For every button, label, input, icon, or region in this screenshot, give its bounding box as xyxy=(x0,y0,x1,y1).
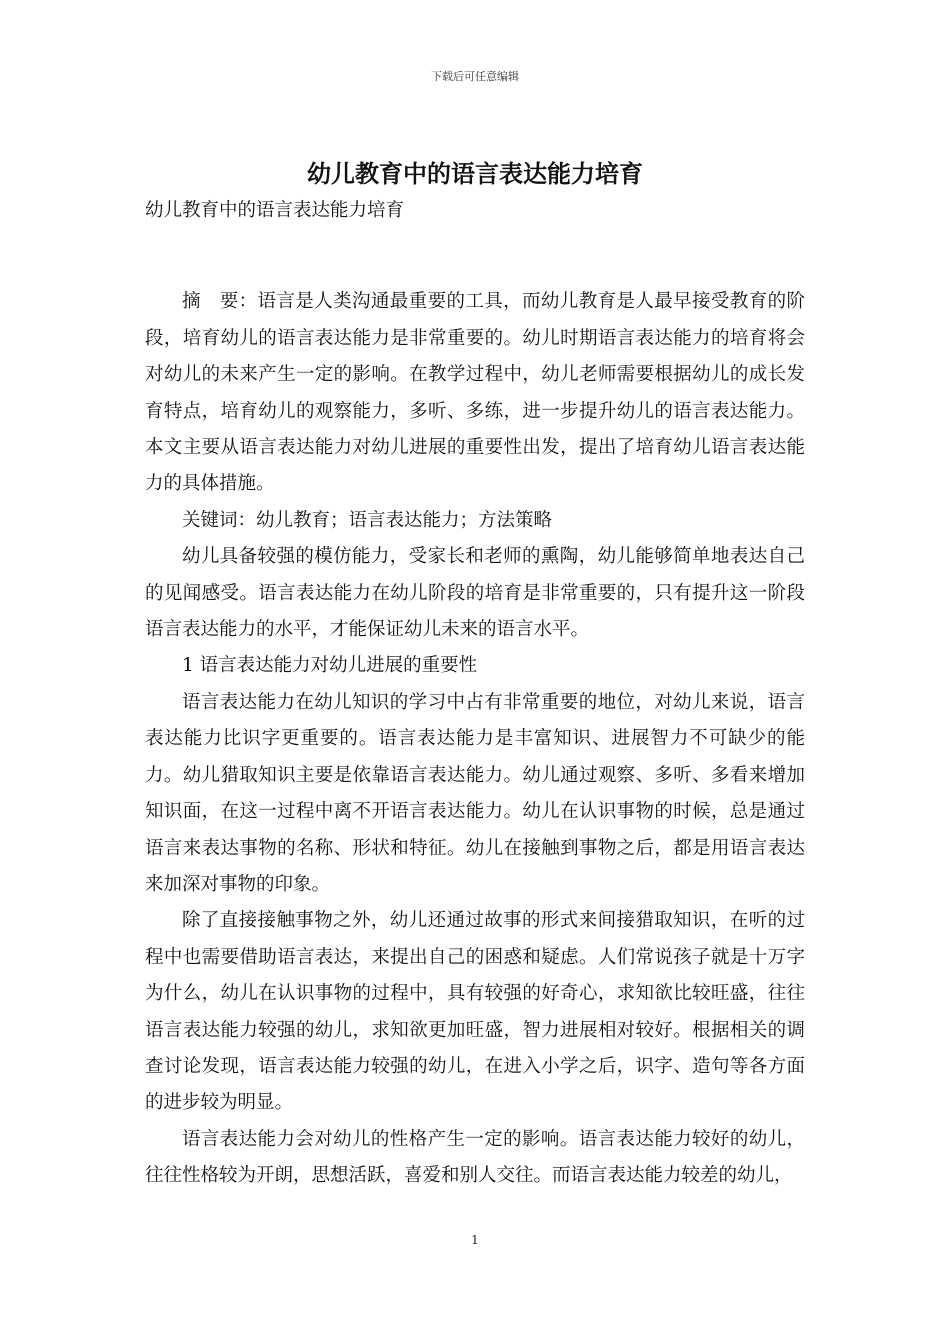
abstract-paragraph: 摘 要：语言是人类沟通最重要的工具，而幼儿教育是人最早接受教育的阶段，培育幼儿的语言表达能力是非常重要的。幼儿时期语言表达能力的培育将会对幼儿的未来产生一定的影响。在教学过程中，幼儿老师需要根据幼儿的成长发育特点，培育幼儿的观察能力，多听、多练，进一步提升幼儿的语言表达能力。本文主要从语言表达能力对幼儿进展的重要性出发，提出了培育幼儿语言表达能力的具体措施。 xyxy=(145,291,805,495)
page-number: 1 xyxy=(471,1233,479,1247)
document-title: 幼儿教育中的语言表达能力培育 xyxy=(307,159,643,188)
keywords-line: 关键词：幼儿教育；语言表达能力；方法策略 xyxy=(182,509,553,531)
header-note: 下载后可任意编辑 xyxy=(431,70,519,83)
section-heading: 1 语言表达能力对幼儿进展的重要性 xyxy=(182,655,478,677)
document-body xyxy=(145,193,805,1195)
body-paragraph: 除了直接接触事物之外，幼儿还通过故事的形式来间接猎取知识，在听的过程中也需要借助语言表达，来提出自己的困惑和疑虑。人们常说孩子就是十万字为什么，幼儿在认识事物的过程中，具有较强的好奇心，求知欲比较旺盛，往往语言表达能力较强的幼儿，求知欲更加旺盛，智力进展相对较好。根据相关的调查讨论发现，语言表达能力较强的幼儿，在进入小学之后，识字、造句等各方面的进步较为明显。 xyxy=(145,910,805,1114)
spacer xyxy=(145,229,805,284)
body-paragraph: 语言表达能力在幼儿知识的学习中占有非常重要的地位，对幼儿来说，语言表达能力比识字更重要的。语言表达能力是丰富知识、进展智力不可缺少的能力。幼儿猎取知识主要是依靠语言表达能力。幼儿通过观察、多听、多看来增加知识面，在这一过程中离不开语言表达能力。幼儿在认识事物的时候，总是通过语言来表达事物的名称、形状和特征。幼儿在接触到事物之后，都是用语言表达来加深对事物的印象。 xyxy=(145,691,805,895)
body-paragraph: 幼儿具备较强的模仿能力，受家长和老师的熏陶，幼儿能够简单地表达自己的见闻感受。语言表达能力在幼儿阶段的培育是非常重要的，只有提升这一阶段语言表达能力的水平，才能保证幼儿未来的语言水平。 xyxy=(145,546,805,641)
body-paragraph: 语言表达能力会对幼儿的性格产生一定的影响。语言表达能力较好的幼儿，往往性格较为开朗，思想活跃，喜爱和别人交往。而语言表达能力较差的幼儿， xyxy=(145,1128,805,1187)
document-subtitle: 幼儿教育中的语言表达能力培育 xyxy=(145,200,405,221)
